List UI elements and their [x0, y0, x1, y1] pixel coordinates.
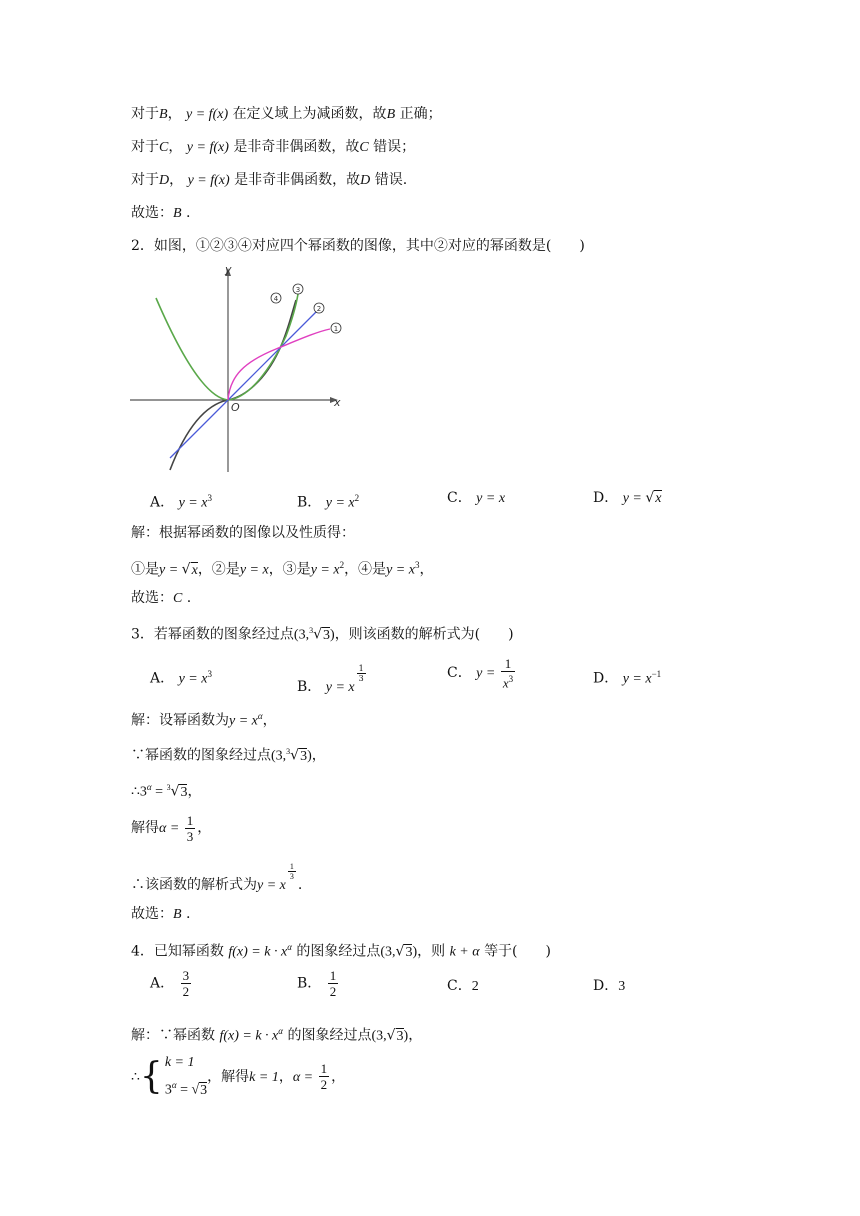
- exponent: 3: [207, 669, 212, 679]
- var-b: B: [386, 107, 396, 122]
- text: 3．若幂函数的图象经过点: [131, 626, 294, 643]
- svg-text:2: 2: [316, 305, 322, 313]
- text: ，: [278, 1068, 293, 1085]
- option-expr: y = x: [476, 491, 506, 506]
- text: 的图象经过点: [287, 1027, 372, 1044]
- q4-solution-1: 解：∵幂函数 $f(x) = k \cdot x^\alpha$ 的图象经过点(3,√3)，: [131, 1026, 423, 1044]
- fraction-exponent: [357, 664, 366, 683]
- expr: α =: [292, 1069, 317, 1085]
- root-index: 3: [309, 626, 314, 635]
- base: 3: [139, 784, 147, 800]
- text: ，: [187, 783, 202, 800]
- denominator: 2: [320, 1077, 328, 1093]
- text: ，: [168, 139, 183, 155]
- origin-label: O: [231, 401, 240, 414]
- q2-options: [150, 488, 710, 528]
- function-expr: y = f(x): [187, 173, 230, 188]
- text: 4．已知幂函数: [131, 943, 224, 960]
- option-letter: D．: [593, 978, 619, 994]
- point: (3,: [380, 944, 396, 960]
- text: .: [186, 205, 191, 221]
- function-expr: f(x) = k · x: [219, 1028, 279, 1044]
- base: 3: [164, 1082, 172, 1098]
- fraction: [181, 968, 192, 999]
- text: 解：设幂函数为: [131, 712, 229, 729]
- var-d: D: [159, 173, 170, 188]
- text: ∴该函数的解析式为: [131, 877, 257, 893]
- option-letter: A．: [150, 494, 175, 511]
- option-letter: D．: [593, 670, 619, 687]
- svg-text:1: 1: [333, 325, 339, 333]
- exponent: α: [278, 1026, 283, 1036]
- expr: α =: [159, 821, 183, 836]
- exponent: α: [171, 1080, 177, 1090]
- text: ，: [169, 172, 184, 188]
- q4-option-b[interactable]: [297, 968, 340, 999]
- equation-row-1: k = 1: [164, 1055, 195, 1070]
- svg-text:3: 3: [295, 286, 301, 294]
- option-value: 3: [618, 979, 626, 994]
- q2-option-a[interactable]: [150, 488, 212, 514]
- q3-option-a[interactable]: [150, 664, 212, 690]
- numerator: 1: [289, 862, 294, 871]
- denominator: 2: [329, 984, 337, 999]
- fraction: [501, 656, 515, 690]
- q3-option-b[interactable]: [297, 664, 368, 698]
- radicand: 3: [180, 784, 188, 800]
- expr: y = x: [229, 713, 258, 729]
- exponent: 2: [339, 560, 345, 570]
- option-expr: y = x: [622, 671, 652, 687]
- equals: =: [176, 1082, 192, 1098]
- exponent: α: [146, 782, 152, 792]
- q2-option-d[interactable]: D． y = √x: [593, 490, 662, 506]
- root-index: 3: [286, 747, 291, 756]
- option-expr: y =: [622, 491, 646, 506]
- text: ，则: [417, 943, 446, 960]
- exponent: 3: [414, 560, 420, 570]
- point: (3,: [371, 1028, 387, 1044]
- option-letter: A．: [150, 670, 175, 687]
- text: 对于: [131, 172, 159, 188]
- q4-options: [150, 968, 710, 1008]
- text: ，②是: [197, 561, 240, 578]
- fraction: [328, 968, 339, 999]
- function-expr: f(x) = k · x: [228, 944, 288, 960]
- exponent: −1: [651, 669, 662, 679]
- answer-letter: C: [173, 591, 183, 606]
- q3-stem: 3．若幂函数的图象经过点(3,$^3$√3)，则该函数的解析式为( ): [131, 626, 514, 643]
- numerator: 3: [182, 968, 190, 983]
- q2-option-b[interactable]: [297, 488, 359, 514]
- exponent: 3: [207, 493, 212, 503]
- denominator: 3: [289, 872, 294, 881]
- text: ，: [167, 106, 182, 122]
- numerator: 1: [501, 656, 515, 672]
- answer-letter: B: [173, 206, 182, 221]
- text: 在定义域上为减函数，故: [232, 106, 387, 122]
- var-c: C: [359, 140, 369, 155]
- power-function-graph: [126, 258, 348, 478]
- fraction: [319, 1061, 330, 1092]
- text: 对于: [131, 106, 159, 122]
- radicand: x: [655, 491, 662, 506]
- numerator: 1: [186, 812, 194, 828]
- text: 解得: [131, 820, 159, 836]
- q2-answer: [131, 588, 191, 609]
- q2-solution-line: ①是y = √x，②是y = x，③是$y = x^2$，④是$y = x^3$，: [131, 560, 434, 578]
- text: ，: [311, 747, 326, 764]
- curve-sqrt-x: [228, 329, 330, 400]
- text: ，: [197, 820, 212, 836]
- text: ，则该函数的解析式为( ): [334, 626, 514, 643]
- text: ，: [408, 1027, 423, 1044]
- curve-x-cubed: [170, 300, 296, 470]
- expr: y = x: [257, 878, 286, 893]
- equation-row-2: $3^\alpha = √3$: [164, 1080, 208, 1098]
- option-letter: D．: [593, 490, 619, 506]
- point: (3,: [271, 748, 287, 764]
- option-letter: A．: [150, 975, 175, 992]
- q2-solution-intro: 解：根据幂函数的图像以及性质得：: [131, 525, 355, 541]
- text: 故选：: [131, 906, 173, 922]
- c-analysis-line: [131, 137, 415, 158]
- text: 等于( ): [484, 943, 551, 960]
- exponent: 2: [354, 493, 360, 503]
- q3-solution-1: [131, 706, 277, 732]
- point: ): [412, 944, 418, 960]
- q3-answer: [131, 904, 190, 925]
- answer-line-1: [131, 203, 190, 224]
- exponent: α: [257, 711, 263, 721]
- denominator: 3: [186, 828, 194, 844]
- point: ): [307, 748, 312, 764]
- option-letter: C．: [447, 490, 472, 506]
- option-value: 2: [471, 979, 479, 994]
- q3-solution-4: [131, 808, 211, 849]
- denominator: 3: [358, 674, 364, 683]
- text: 正确；: [399, 106, 442, 122]
- point: (3,: [293, 627, 310, 643]
- q3-options: [150, 656, 710, 696]
- var-b: B: [159, 107, 168, 122]
- q3-option-c[interactable]: [447, 656, 517, 690]
- radicand: 3: [323, 627, 331, 643]
- answer-letter: B: [173, 907, 182, 922]
- text: 故选：: [131, 205, 173, 221]
- q3-solution-3: $\therefore 3^\alpha = ^3√3$，: [131, 782, 202, 800]
- numerator: 1: [320, 1061, 328, 1077]
- numerator: 1: [329, 968, 337, 983]
- text: 的图象经过点: [296, 943, 381, 960]
- denominator: 2: [182, 984, 190, 999]
- brace: {: [139, 1055, 163, 1097]
- text: ，: [331, 1068, 346, 1085]
- q3-option-d[interactable]: [593, 664, 661, 690]
- q4-option-d[interactable]: [593, 976, 625, 997]
- exponent: α: [287, 942, 292, 952]
- y-axis-label: y: [225, 263, 232, 276]
- radicand: 3: [396, 1028, 404, 1044]
- option-expr: y =: [476, 666, 499, 682]
- text: 错误；: [373, 139, 416, 155]
- function-expr: y = f(x): [186, 107, 229, 122]
- point: ): [403, 1028, 409, 1044]
- point: ): [330, 627, 335, 643]
- text: ，解得: [207, 1068, 250, 1085]
- text: 是非奇非偶函数，故: [234, 172, 361, 188]
- radicand: 3: [200, 1082, 208, 1098]
- text: 错误.: [374, 172, 408, 188]
- option-expr: y = x: [325, 495, 355, 511]
- option-expr: y = x: [178, 495, 208, 511]
- q3-solution-5: [131, 862, 302, 901]
- expr: y = x: [386, 562, 415, 578]
- text: .: [186, 906, 191, 922]
- curve-label-1: [331, 323, 341, 333]
- option-letter: B．: [297, 679, 322, 695]
- fraction: [185, 813, 196, 844]
- function-expr: y = f(x): [186, 140, 229, 155]
- option-letter: C．: [447, 978, 472, 994]
- text: 故选：: [131, 590, 173, 606]
- text: ，③是: [268, 561, 311, 578]
- option-letter: C．: [447, 665, 472, 682]
- text: ∴: [131, 1068, 140, 1085]
- text: ，: [419, 561, 434, 578]
- expr: k = 1: [249, 1069, 279, 1085]
- option-letter: B．: [297, 975, 322, 992]
- q4-option-c[interactable]: [447, 976, 479, 997]
- radicand: 3: [405, 944, 413, 960]
- text: 解：∵幂函数: [131, 1027, 215, 1044]
- d-analysis-line: [131, 170, 407, 191]
- radicand: 3: [300, 748, 308, 764]
- fraction-exponent: [288, 862, 296, 881]
- expr: y = x: [239, 562, 269, 578]
- text: ∵幂函数的图象经过点: [131, 747, 271, 764]
- q4-option-a[interactable]: [150, 968, 193, 999]
- curve-x-squared: [156, 294, 298, 400]
- q2-stem: 2．如图，①②③④对应四个幂函数的图像，其中②对应的幂函数是( ): [131, 238, 585, 254]
- root-index: 3: [166, 783, 171, 792]
- var-d: D: [360, 173, 371, 188]
- text: 对于: [131, 139, 159, 155]
- q3-solution-2: ∵幂函数的图象经过点(3,$^3$√3)，: [131, 747, 326, 764]
- text: ①是: [131, 561, 159, 578]
- equation-system: [165, 1052, 207, 1102]
- radicand: x: [191, 562, 198, 578]
- text: ，④是: [344, 561, 387, 578]
- denominator: x: [502, 675, 509, 691]
- expr: y = x: [310, 562, 340, 578]
- q2-option-c[interactable]: [447, 488, 505, 509]
- option-expr: y = x: [178, 671, 208, 687]
- text: .: [297, 877, 303, 893]
- curve-label-2: [314, 303, 324, 313]
- b-analysis-line: [131, 104, 442, 125]
- expr: k + α: [449, 944, 480, 960]
- q4-solution-2: [131, 1052, 345, 1102]
- expr: y =: [159, 562, 182, 578]
- x-axis-label: x: [334, 396, 341, 409]
- equals: =: [151, 784, 167, 800]
- svg-text:4: 4: [273, 295, 279, 303]
- text: ，: [262, 712, 277, 729]
- numerator: 1: [358, 664, 364, 673]
- option-letter: B．: [297, 494, 322, 511]
- var-c: C: [159, 140, 169, 155]
- text: ∴: [131, 783, 140, 800]
- text: .: [186, 590, 192, 606]
- option-expr: y = x: [325, 680, 355, 695]
- q4-stem: 4．已知幂函数 $f(x) = k \cdot x^\alpha$ 的图象经过点(3,√3)，则 k + α 等于( ): [131, 942, 551, 960]
- text: 是非奇非偶函数，故: [233, 139, 360, 155]
- exponent: 3: [508, 674, 514, 684]
- curve-label-4: [271, 293, 281, 303]
- curve-x-linear: [170, 312, 316, 458]
- curve-label-3: [293, 284, 303, 294]
